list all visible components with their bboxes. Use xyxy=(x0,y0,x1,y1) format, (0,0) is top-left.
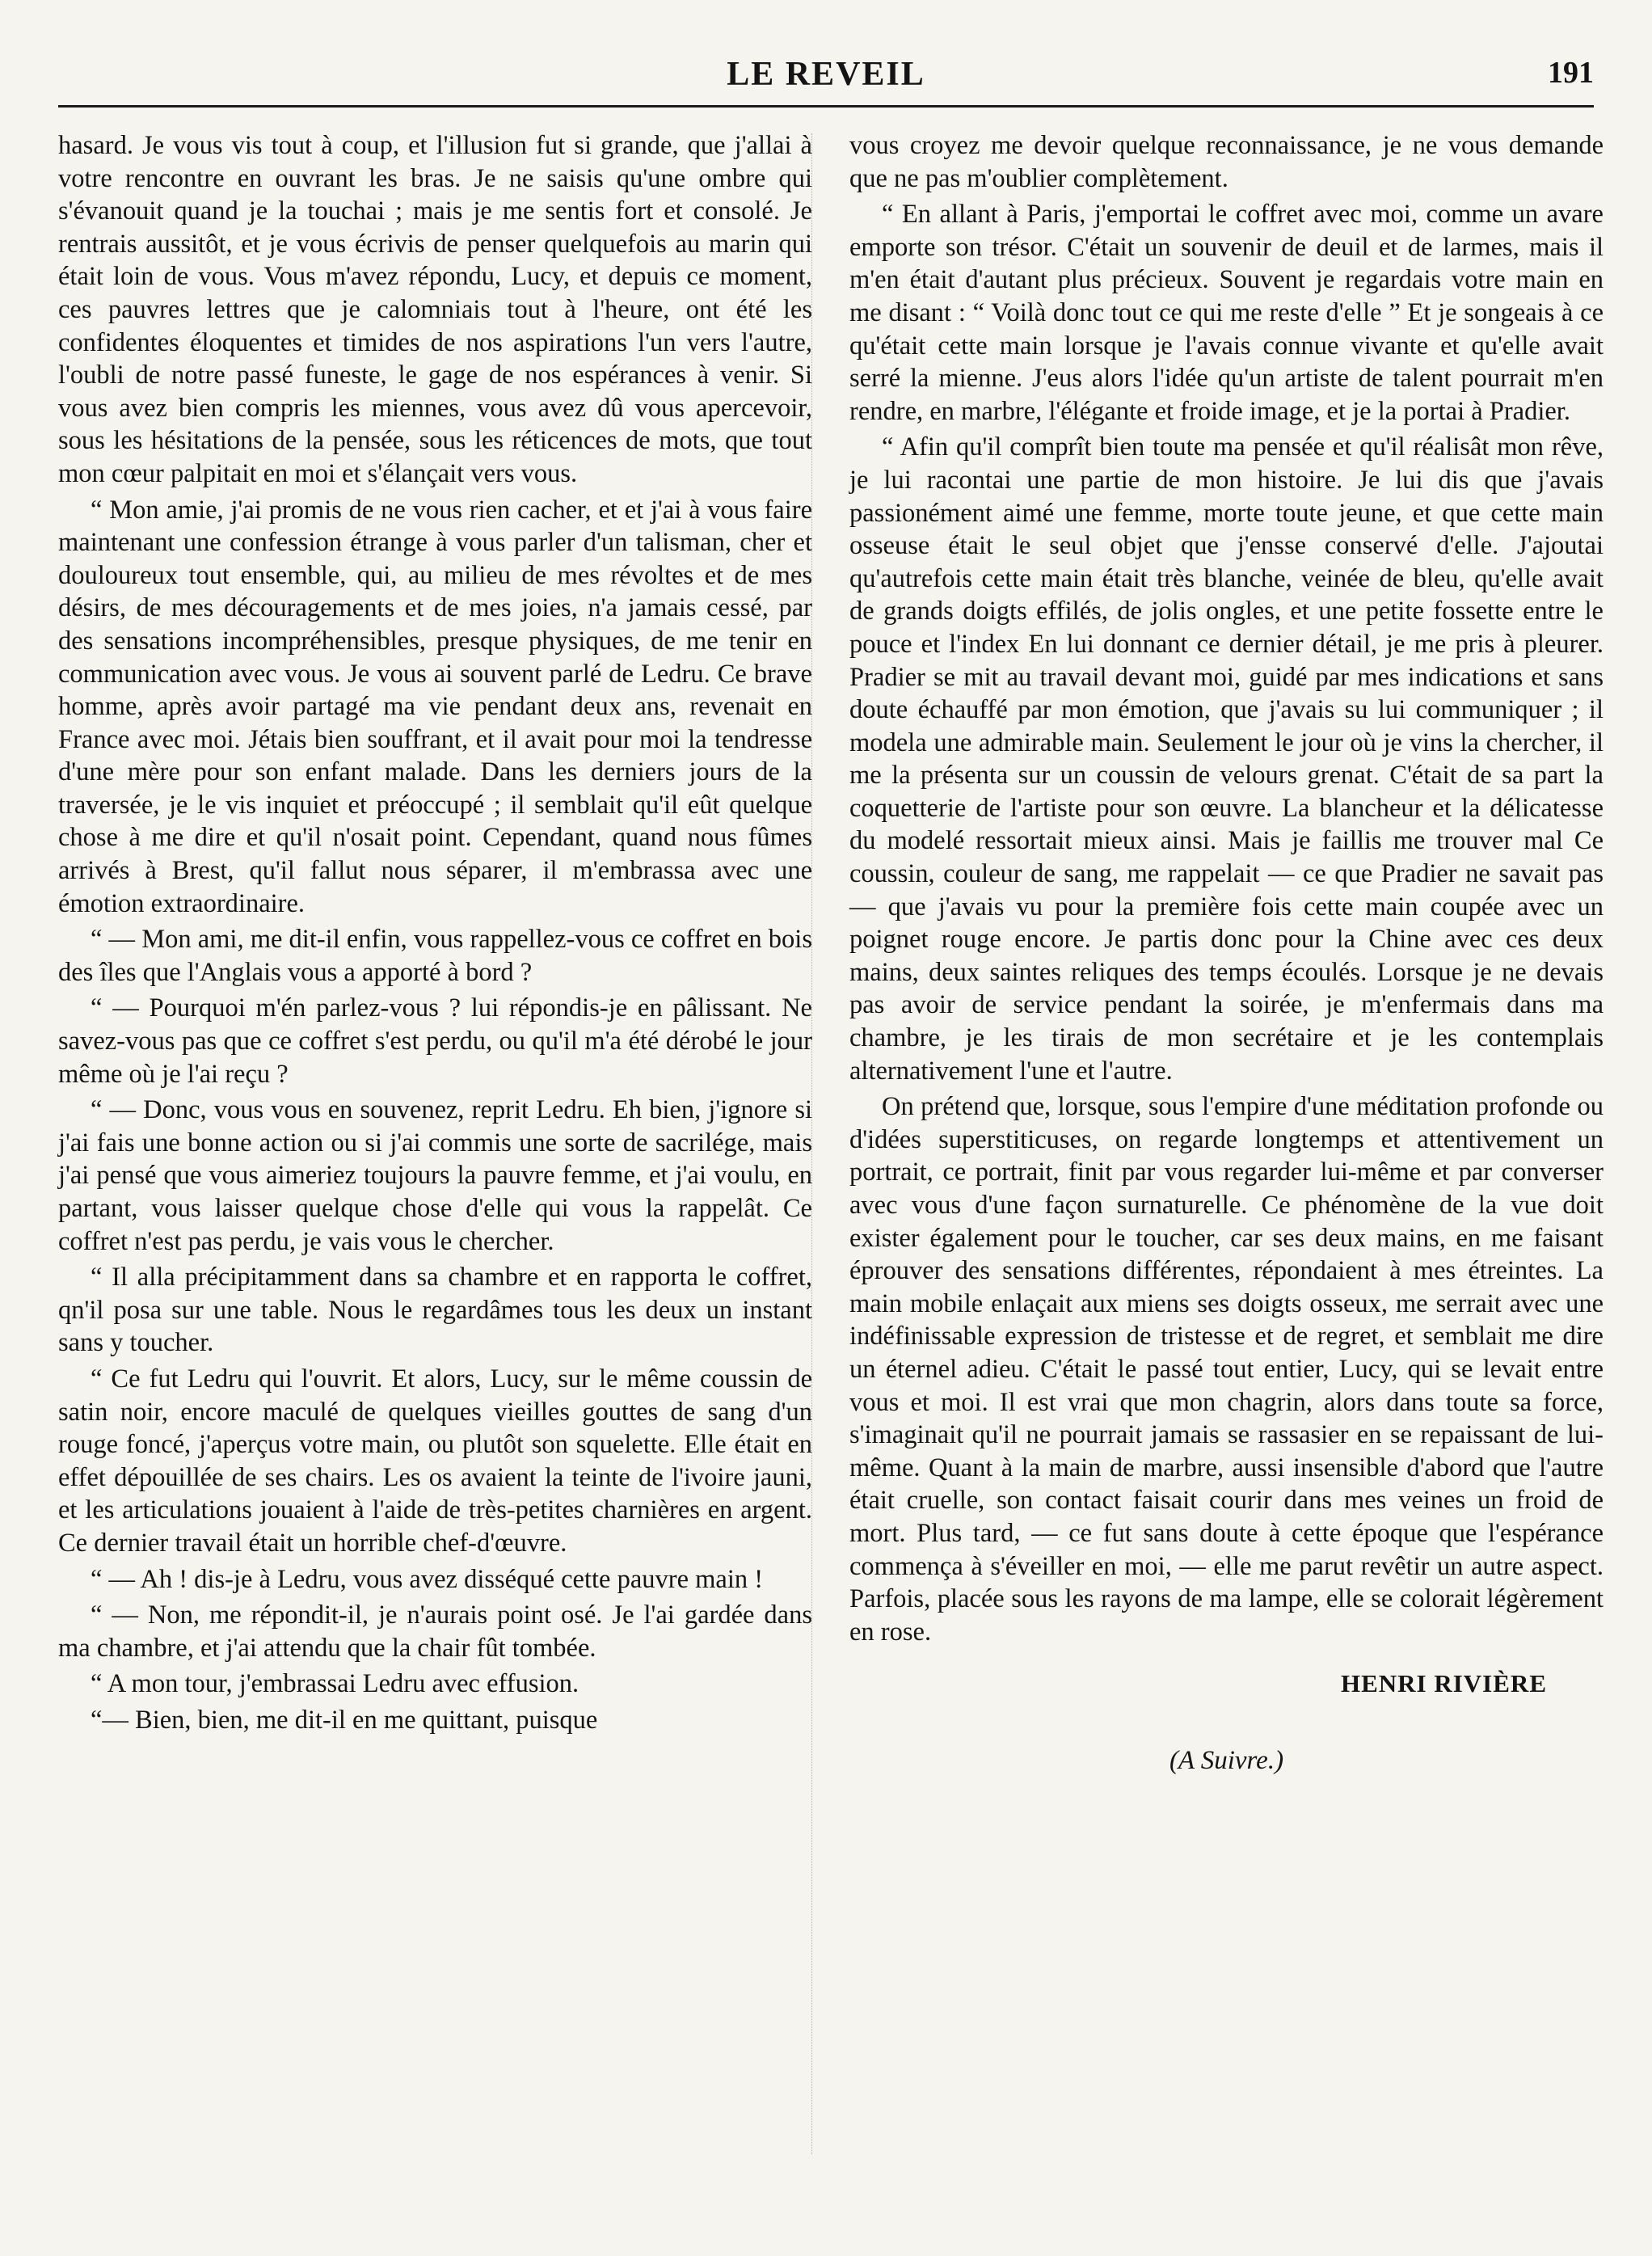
page-number: 191 xyxy=(1548,56,1594,90)
journal-title: LE REVEIL xyxy=(727,56,925,93)
paragraph: “ — Mon ami, me dit-il enfin, vous rappellez-vous ce coffret en bois des îles que l'Anglais vous a apporté à bord ? xyxy=(58,925,812,987)
paragraph: “ — Non, me répondit-il, je n'aurais point osé. Je l'ai gardée dans ma chambre, et j'ai attendu que la chair fût tombée. xyxy=(58,1600,812,1663)
page-header xyxy=(58,48,1594,108)
paragraph: “ En allant à Paris, j'emportai le coffret avec moi, comme un avare emporte son trésor. C'était un souvenir de deuil et de larmes, mais il m'en était d'autant plus précieux. Souvent je regardais votre main en me disant : “ Voilà donc tout ce qui me reste d'elle ” Et je songeais à ce qu'était cette main lorsque je l'avais connue vivante et qu'elle avait serré la mienne. J'eus alors l'idée qu'un artiste de talent pourrait m'en rendre, en marbre, l'élégante et froide image, et je la portai à Pradier. xyxy=(849,200,1604,426)
paragraph: “ — Pourquoi m'én parlez-vous ? lui répondis-je en pâlissant. Ne savez-vous pas que ce coffret s'est perdu, ou qu'il m'a été dérobé le jour même où je l'ai reçu ? xyxy=(58,993,812,1089)
paragraph: “ A mon tour, j'embrassai Ledru avec effusion. xyxy=(91,1669,579,1699)
author-signature: HENRI RIVIÈRE xyxy=(1340,1669,1547,1698)
right-column xyxy=(849,129,1604,2199)
paragraph: “— Bien, bien, me dit-il en me quittant, puisque xyxy=(91,1705,598,1735)
paragraph: On prétend que, lorsque, sous l'empire d'une méditation profonde ou d'idées superstiticuses, on regarde longtemps et attentivement un portrait, ce portrait, finit par vous regarder lui-même et par converser avec vous d'une façon surnaturelle. Ce phénomène de la vue doit exister également pour le toucher, car ses deux mains, en me faisant éprouver des sensations différentes, répondaient à mes étreintes. La main mobile enlaçait aux miens ses doigts osseux, me serrait avec une indéfinissable expression de tristesse et de regret, et semblait me dire un éternel adieu. C'était le passé tout entier, Lucy, qui se levait entre vous et moi. Il est vrai que mon chagrin, alors dans toute sa force, s'imaginait qu'il ne pourrait jamais se rassasier en se repaissant de lui-même. Quant à la main de marbre, aussi insensible d'abord que l'autre était cruelle, son contact faisait courir dans mes veines un froid de mort. Plus tard, — ce fut sans doute à cette époque que l'espérance commença à s'éveiller en moi, — elle me parut revêtir un autre aspect. Parfois, placée sous les rayons de ma lampe, elle se colorait légèrement en rose. xyxy=(849,1092,1604,1647)
paragraph: “ Il alla précipitamment dans sa chambre et en rapporta le coffret, qn'il posa sur une table. Nous le regardâmes tous les deux un instant sans y toucher. xyxy=(58,1263,812,1358)
left-column xyxy=(58,129,812,2199)
paragraph: “ Afin qu'il comprît bien toute ma pensée et qu'il réalisât mon rêve, je lui racontai une partie de mon histoire. Je lui dis que j'avais passionément aimé une femme, morte toute jeune, et que cette main osseuse était le seul objet que j'ensse conservé d'elle. J'ajoutai qu'autrefois cette main était très blanche, veinée de bleu, qu'elle avait de grands doigts effilés, de jolis ongles, et une petite fossette entre le pouce et l'index En lui donnant ce dernier détail, je me pris à pleurer. Pradier se mit au travail devant moi, guidé par mes indications et sans doute échauffé par mon émotion, que j'avais su lui communiquer ; il modela une admirable main. Seulement le jour où je vins la chercher, il me la présenta sur un coussin de velours grenat. C'était de sa part la coquetterie de l'artiste pour son œuvre. La blancheur et la délicatesse du modelé ressortait mieux ainsi. Mais je faillis me trouver mal Ce coussin, couleur de sang, me rappelait — ce que Pradier ne savait pas — que j'avais vu pour la première fois cette main coupée avec un poignet rouge encore. Je partis donc pour la Chine avec ces deux mains, deux saintes reliques des temps écoulés. Lorsque je ne devais pas avoir de service pendant la soirée, je m'enfermais dans ma chambre, je les tirais de mon secrétaire et je les contemplais alternativement l'une et l'autre. xyxy=(849,432,1604,1086)
paragraph: vous croyez me devoir quelque reconnaissance, je ne vous demande que ne pas m'oublier complètement. xyxy=(849,131,1604,193)
paragraph: “ Ce fut Ledru qui l'ouvrit. Et alors, Lucy, sur le même coussin de satin noir, encore maculé de quelques vieilles gouttes de sang d'un rouge foncé, j'aperçus votre main, ou plutôt son squelette. Elle était en effet dépouillée de ses chairs. Les os avaient la teinte de l'ivoire jauni, et les articulations jouaient à l'aide de très-petites charnières en argent. Ce dernier travail était un horrible chef-d'œuvre. xyxy=(58,1364,812,1558)
continuation-note: (A Suivre.) xyxy=(1169,1745,1284,1775)
text-columns xyxy=(58,129,1604,2199)
paragraph: “ Mon amie, j'ai promis de ne vous rien cacher, et et j'ai à vous faire maintenant une confession étrange à vous parler d'un talisman, cher et douloureux tout ensemble, qui, au milieu de mes révoltes et de mes désirs, de mes découragements et de mes joies, n'a jamais cessé, par des sensations incompréhensibles, presque physiques, de me tenir en communication avec vous. Je vous ai souvent parlé de Ledru. Ce brave homme, après avoir partagé ma vie pendant deux ans, revenait en France avec moi. Jétais bien souffrant, et il avait pour moi la tendresse d'une mère pour son enfant malade. Dans les derniers jours de la traversée, je le vis inquiet et préoccupé ; il semblait qu'il eût quelque chose à me dire et qu'il n'osait point. Cependant, quand nous fûmes arrivés à Brest, qu'il fallut nous séparer, il m'embrassa avec une émotion extraordinaire. xyxy=(58,495,812,918)
paragraph: hasard. Je vous vis tout à coup, et l'illusion fut si grande, que j'allai à votre rencontre en ouvrant les bras. Je ne saisis qu'une ombre qui s'évanouit quand je la touchai ; mais je me sentis fort et consolé. Je rentrais aussitôt, et je vous écrivis de penser quelquefois au marin qui était loin de vous. Vous m'avez répondu, Lucy, et depuis ce moment, ces pauvres lettres que je calomniais tout à l'heure, ont été les confidentes éloquentes et timides de nos aspirations l'un vers l'autre, l'oubli de notre passé funeste, le gage de nos espérances à venir. Si vous avez bien compris les miennes, vous avez dû vous apercevoir, sous les hésitations de la pensée, sous les réticences de mots, que tout mon cœur palpitait en moi et s'élançait vers vous. xyxy=(58,131,812,488)
paragraph: “ — Donc, vous vous en souvenez, reprit Ledru. Eh bien, j'ignore si j'ai fais une bonne action ou si j'ai commis une sorte de sacrilége, mais j'ai pensé que vous aimeriez toujours la pauvre femme, et j'ai voulu, en partant, vous laisser quelque chose d'elle qui vous la rappelât. Ce coffret n'est pas perdu, je vais vous le chercher. xyxy=(58,1095,812,1256)
paragraph: “ — Ah ! dis-je à Ledru, vous avez disséqué cette pauvre main ! xyxy=(91,1564,764,1594)
